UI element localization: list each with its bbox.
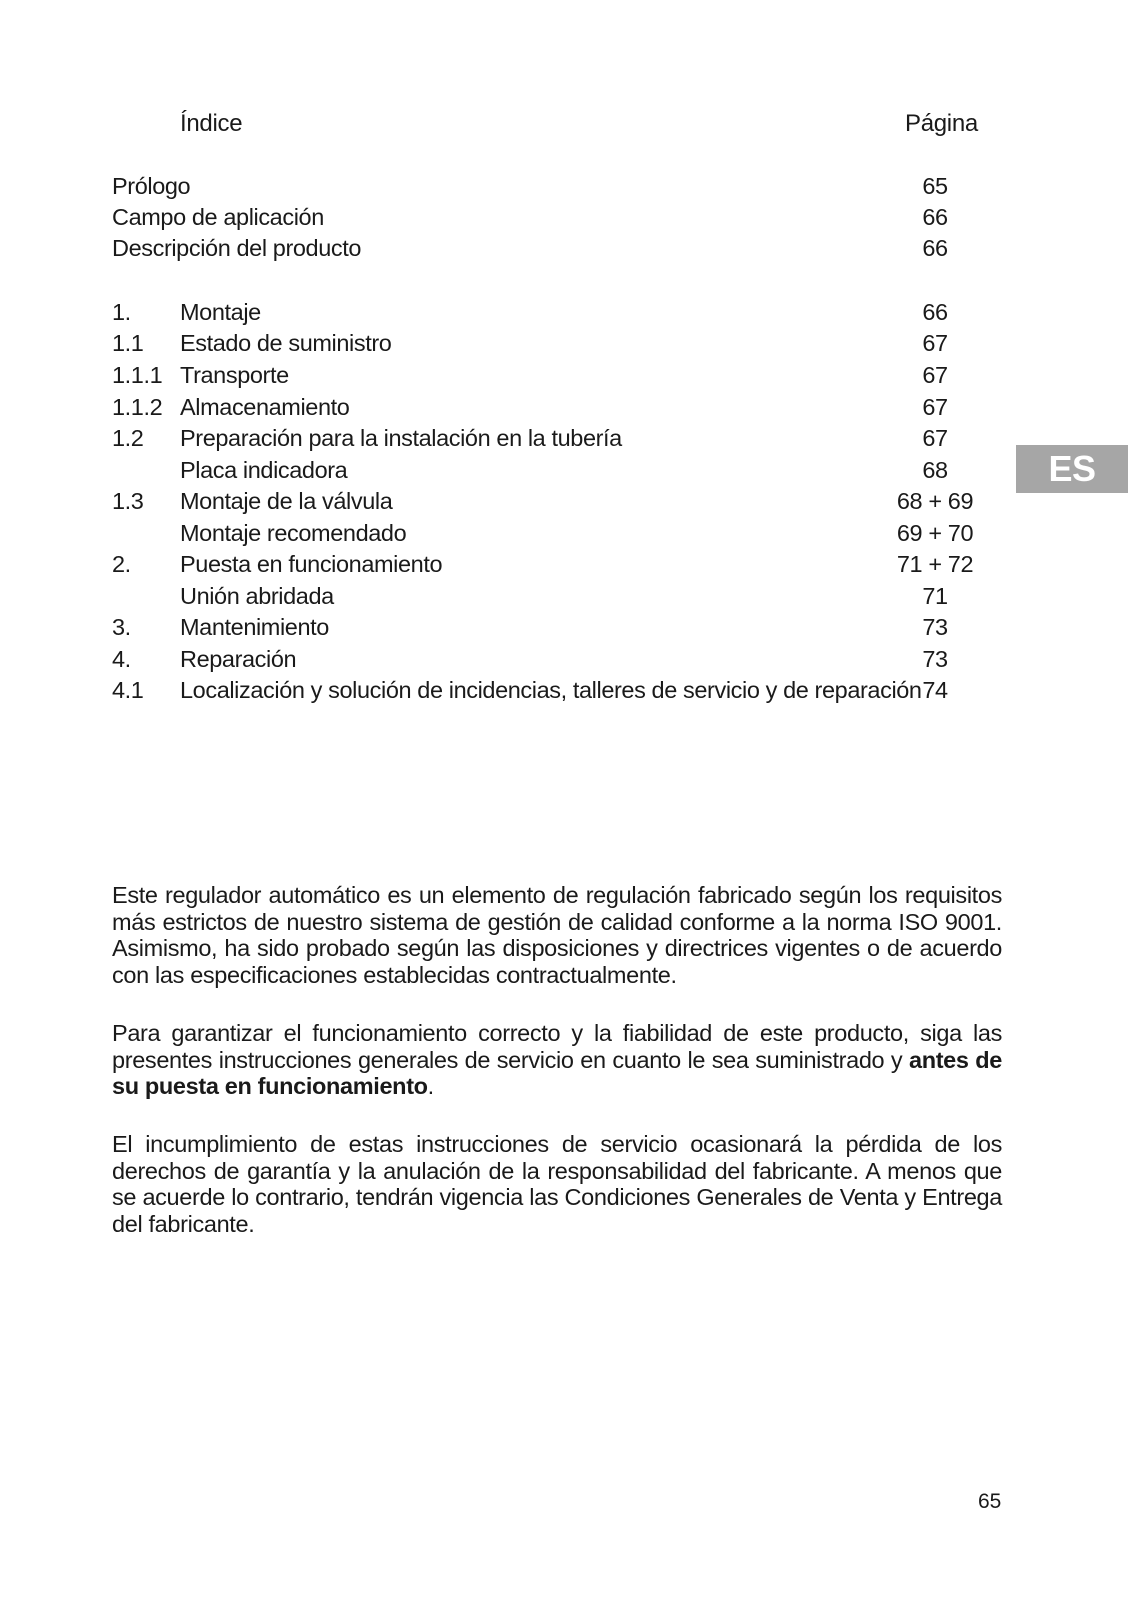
toc-page: 67	[922, 425, 948, 451]
toc-row	[0, 235, 1128, 265]
toc-title: Preparación para la instalación en la tubería	[180, 425, 622, 451]
toc-title: Estado de suministro	[180, 330, 392, 356]
toc-title: Mantenimiento	[180, 614, 329, 640]
toc-title: Prólogo	[112, 173, 191, 199]
toc-row	[0, 457, 1128, 487]
toc-title: Unión abridada	[180, 583, 334, 609]
toc-title: Campo de aplicación	[112, 204, 324, 230]
toc-page: 66	[922, 299, 948, 325]
toc-number: 2.	[112, 551, 131, 577]
toc-row	[0, 520, 1128, 550]
toc-row	[0, 394, 1128, 424]
toc-number: 4.1	[112, 677, 144, 703]
toc-row	[0, 173, 1128, 203]
toc-page: 67	[922, 330, 948, 356]
toc-page: 68	[922, 457, 948, 483]
paragraph-instructions-text: Para garantizar el funcionamiento correcto y la fiabilidad de este producto, siga las presentes instrucciones generales de servicio en cuanto le sea suministrado y	[112, 1020, 1002, 1073]
language-tab: ES	[1016, 445, 1128, 493]
toc-title: Montaje	[180, 299, 261, 325]
toc-row	[0, 646, 1128, 676]
toc-title: Montaje de la válvula	[180, 488, 393, 514]
paragraph-warranty: El incumplimiento de estas instrucciones de servicio ocasionará la pérdida de los derechos de garantía y la anulación de la responsabilidad del fabricante. A menos que se acuerde lo contrario, tendrán vigencia las Condiciones Generales de Venta y Entrega del fabricante.	[112, 1131, 1002, 1237]
toc-title: Localización y solución de incidencias, talleres de servicio y de reparación	[180, 677, 922, 703]
toc-number: 1.1	[112, 330, 144, 356]
toc-row	[0, 677, 1128, 707]
toc-number: 1.1.2	[112, 394, 163, 420]
toc-number: 1.	[112, 299, 131, 325]
toc-title: Almacenamiento	[180, 394, 350, 420]
toc-title: Descripción del producto	[112, 235, 362, 261]
toc-number: 3.	[112, 614, 131, 640]
toc-number: 1.2	[112, 425, 144, 451]
page-number: 65	[978, 1490, 1002, 1513]
toc-page: 74	[922, 677, 948, 703]
toc-page: 69 + 70	[896, 520, 974, 546]
toc-row	[0, 488, 1128, 518]
paragraph-instructions-end: .	[427, 1073, 434, 1099]
toc-page: 66	[922, 235, 948, 261]
toc-title: Placa indicadora	[180, 457, 348, 483]
toc-title: Puesta en funcionamiento	[180, 551, 443, 577]
toc-title: Reparación	[180, 646, 297, 672]
toc-page: 66	[922, 204, 948, 230]
toc-page: 68 + 69	[896, 488, 974, 514]
toc-row	[0, 204, 1128, 234]
paragraph-instructions	[112, 1020, 1002, 1100]
paragraph-instructions-emphasis: antes de su puesta en funcionamiento	[112, 1046, 1002, 1099]
toc-number: 1.1.1	[112, 362, 163, 388]
toc-page: 71	[922, 583, 948, 609]
toc-row	[0, 614, 1128, 644]
toc-page: 65	[922, 173, 948, 199]
index-heading: Índice	[180, 110, 243, 137]
paragraph-intro: Este regulador automático es un elemento de regulación fabricado según los requisitos más estrictos de nuestro sistema de gestión de calidad conforme a la norma ISO 9001. Asimismo, ha sido probado según las disposiciones y directrices vigentes o de acuerdo con las especificaciones establecidas contractualmente.	[112, 882, 1002, 988]
toc-page: 71 + 72	[896, 551, 974, 577]
toc-row	[0, 299, 1128, 329]
toc-row	[0, 330, 1128, 360]
toc-page: 67	[922, 394, 948, 420]
toc-title: Montaje recomendado	[180, 520, 407, 546]
toc-number: 1.3	[112, 488, 144, 514]
page-column-heading: Página	[905, 110, 978, 137]
toc-title: Transporte	[180, 362, 289, 388]
toc-row	[0, 551, 1128, 581]
toc-page: 73	[922, 614, 948, 640]
toc-page: 67	[922, 362, 948, 388]
toc-row	[0, 425, 1128, 455]
toc-number: 4.	[112, 646, 131, 672]
toc-page: 73	[922, 646, 948, 672]
toc-row	[0, 583, 1128, 613]
toc-row	[0, 362, 1128, 392]
